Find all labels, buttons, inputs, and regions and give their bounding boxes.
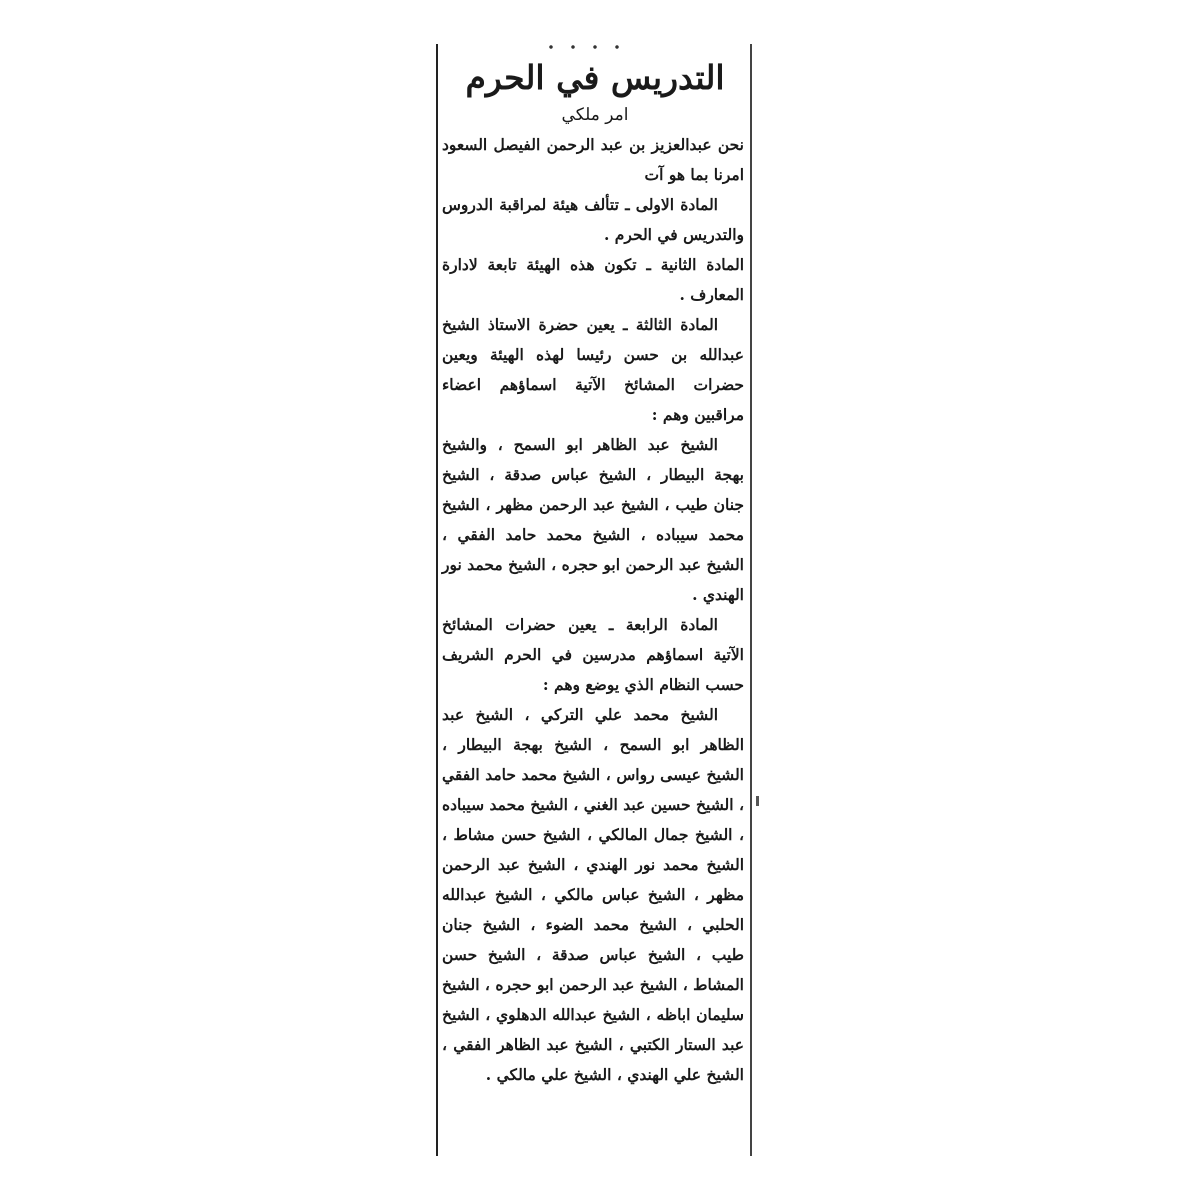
- paragraph-teachers-list: الشيخ محمد علي التركي ، الشيخ عبد الظاهر ابو السمح ، الشيخ بهجة البيطار ، الشيخ عيسى رواس ، الشيخ محمد حامد الفقي ، الشيخ حسين عبد الغني ، الشيخ محمد سيباده ، الشيخ جمال المالكي ، الشيخ حسن مشاط ، الشيخ محمد نور الهندي ، الشيخ عبد الرحمن مظهر ، الشيخ عباس مالكي ، الشيخ عبدالله الحلبي ، الشيخ محمد الضوء ، الشيخ جنان طيب ، الشيخ عباس صدقة ، الشيخ حسن المشاط ، الشيخ عبد الرحمن ابو حجره ، الشيخ سليمان اباظه ، الشيخ عبدالله الدهلوي ، الشيخ عبد الستار الكتبي ، الشيخ عبد الظاهر الفقي ، الشيخ علي الهندي ، الشيخ علي مالكي .: [441, 705, 744, 1084]
- column-rule-right: [750, 44, 752, 1156]
- column-rule-left: [436, 44, 438, 1156]
- paragraph-article-4: المادة الرابعة ـ يعين حضرات المشائخ الآتية اسماؤهم مدرسين في الحرم الشريف حسب النظام الذي يوضع وهم :: [442, 615, 744, 694]
- paragraph-article-3: المادة الثالثة ـ يعين حضرة الاستاذ الشيخ عبدالله بن حسن رئيسا لهذه الهيئة ويعين حضرات المشائخ الآتية اسماؤهم اعضاء مراقبين وهم :: [442, 315, 744, 424]
- article-headline: التدريس في الحرم: [465, 58, 725, 97]
- paragraph-preamble: نحن عبدالعزيز بن عبد الرحمن الفيصل السعود امرنا بما هو آت: [442, 135, 744, 184]
- article-subheadline: امر ملكي: [561, 105, 629, 125]
- paragraph-observers-list: الشيخ عبد الظاهر ابو السمح ، والشيخ بهجة البيطار ، الشيخ عباس صدقة ، الشيخ جنان طيب ، الشيخ عبد الرحمن مظهر ، الشيخ محمد سيباده ، الشيخ محمد حامد الفقي ، الشيخ عبد الرحمن ابو حجره ، الشيخ محمد نور الهندي .: [442, 435, 744, 604]
- margin-mark: [756, 796, 759, 806]
- paragraph-article-2: المادة الثانية ـ تكون هذه الهيئة تابعة لادارة المعارف .: [442, 255, 744, 304]
- top-ornament: [540, 44, 630, 50]
- article-body: [442, 130, 744, 1090]
- paragraph-article-1: المادة الاولى ـ تتألف هيئة لمراقبة الدروس والتدريس في الحرم .: [442, 195, 744, 244]
